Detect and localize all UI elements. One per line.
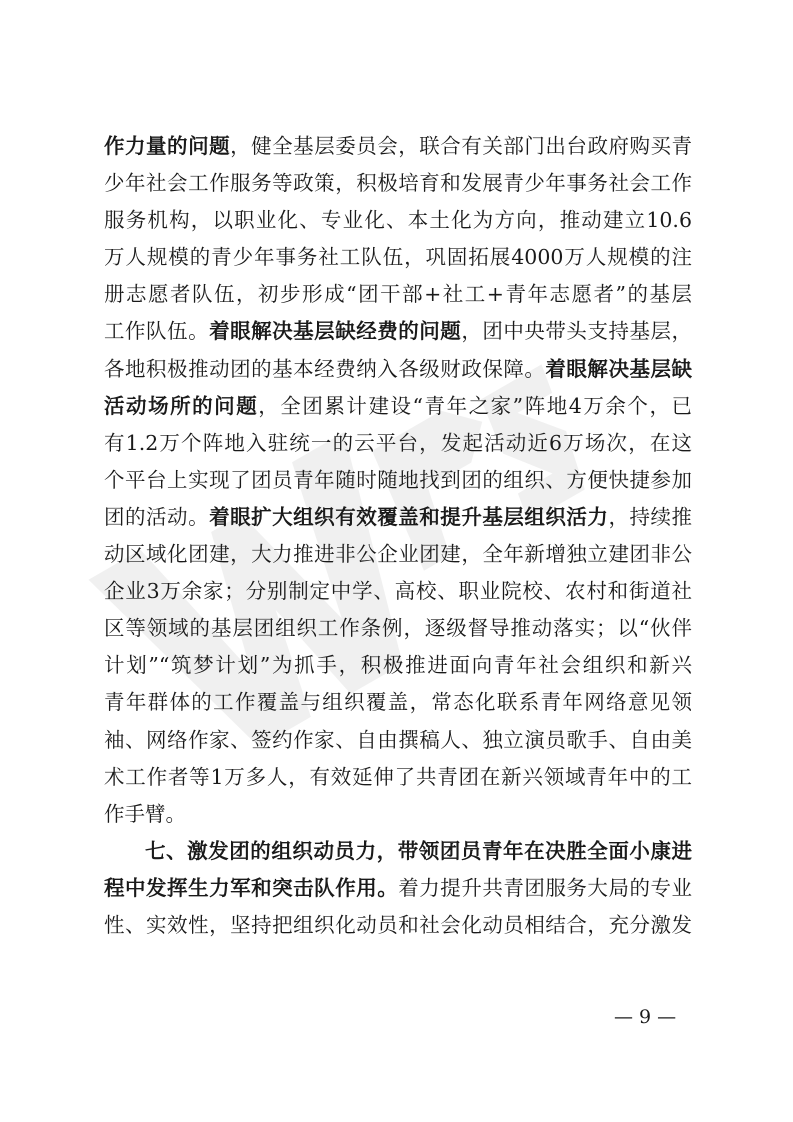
section-heading: 七、激发团的组织动员力，带领团员青年在决胜全面小康进 [145,838,692,863]
text-line [104,239,692,276]
text-run: 服务机构，以职业化、专业化、本土化为方向，推动建立10.6 [104,208,692,233]
text-run: ，团中央带头支持基层， [461,319,692,344]
text-run: 企业3万余家；分别制定中学、高校、职业院校、农村和街道社 [104,579,692,604]
text-run: ，持续推 [608,504,692,529]
bold-phrase: 着眼解决基层缺 [545,356,692,381]
text-line [104,313,692,350]
text-line [104,425,692,462]
body-text [104,128,692,944]
text-line [104,759,692,796]
text-run: 计划”“筑梦计划”为抓手，积极推进面向青年社会组织和新兴 [104,653,692,678]
bold-phrase: 活动场所的问题 [104,393,259,418]
text-run: 少年社会工作服务等政策，积极培育和发展青少年事务社会工作 [104,171,692,196]
text-run: 术工作者等1万多人，有效延伸了共青团在新兴领域青年中的工 [104,764,692,789]
text-run: 性、实效性，坚持把组织化动员和社会化动员相结合，充分激发 [104,912,692,937]
bold-phrase: 着眼解决基层缺经费的问题 [209,319,462,344]
text-line [104,907,692,944]
text-run: 个平台上实现了团员青年随时随地找到团的组织、方便快捷参加 [104,467,692,492]
text-run: ，健全基层委员会，联合有关部门出台政府购买青 [230,134,692,158]
text-run: 区等领域的基层团组织工作条例，逐级督导推动落实；以“伙伴 [104,616,692,641]
text-run: ，全团累计建设“青年之家”阵地4万余个，已 [258,393,692,418]
text-run: 册志愿者队伍，初步形成“团干部+社工+青年志愿者”的基层 [104,282,692,307]
section-heading: 程中发挥生力军和突击队作用。 [104,875,399,900]
text-line [104,499,692,536]
text-line [104,647,692,684]
text-line [104,573,692,610]
bold-phrase: 着眼扩大组织有效覆盖和提升基层组织活力 [209,504,609,529]
text-line [104,684,692,721]
text-line [104,351,692,388]
text-line [104,610,692,647]
text-run: 各地积极推动团的基本经费纳入各级财政保障。 [104,356,546,381]
bold-phrase: 作力量的问题 [104,134,231,158]
text-run: 青年群体的工作覆盖与组织覆盖，常态化联系青年网络意见领 [104,690,692,715]
page-number: — 9 — [614,1006,677,1028]
text-run: 万人规模的青少年事务社工队伍，巩固拓展4000万人规模的注 [104,245,692,270]
text-run: 着力提升共青团服务大局的专业 [398,875,692,900]
text-line [104,202,692,239]
text-line [104,796,692,833]
text-line [104,128,692,165]
text-run: 袖、网络作家、签约作家、自由撰稿人、独立演员歌手、自由美 [104,727,692,752]
text-line [104,722,692,759]
text-run: 团的活动。 [104,504,210,529]
text-run: 有1.2万个阵地入驻统一的云平台，发起活动近6万场次，在这 [104,430,692,455]
text-run: 作手臂。 [104,801,186,826]
text-line [104,165,692,202]
text-line [104,276,692,313]
text-line [104,462,692,499]
text-run: 动区域化团建，大力推进非公企业团建，全年新增独立建团非公 [104,542,692,567]
text-line [104,388,692,425]
text-run: 工作队伍。 [104,319,210,344]
section-heading-line [104,833,692,870]
text-line [104,536,692,573]
text-line [104,870,692,907]
